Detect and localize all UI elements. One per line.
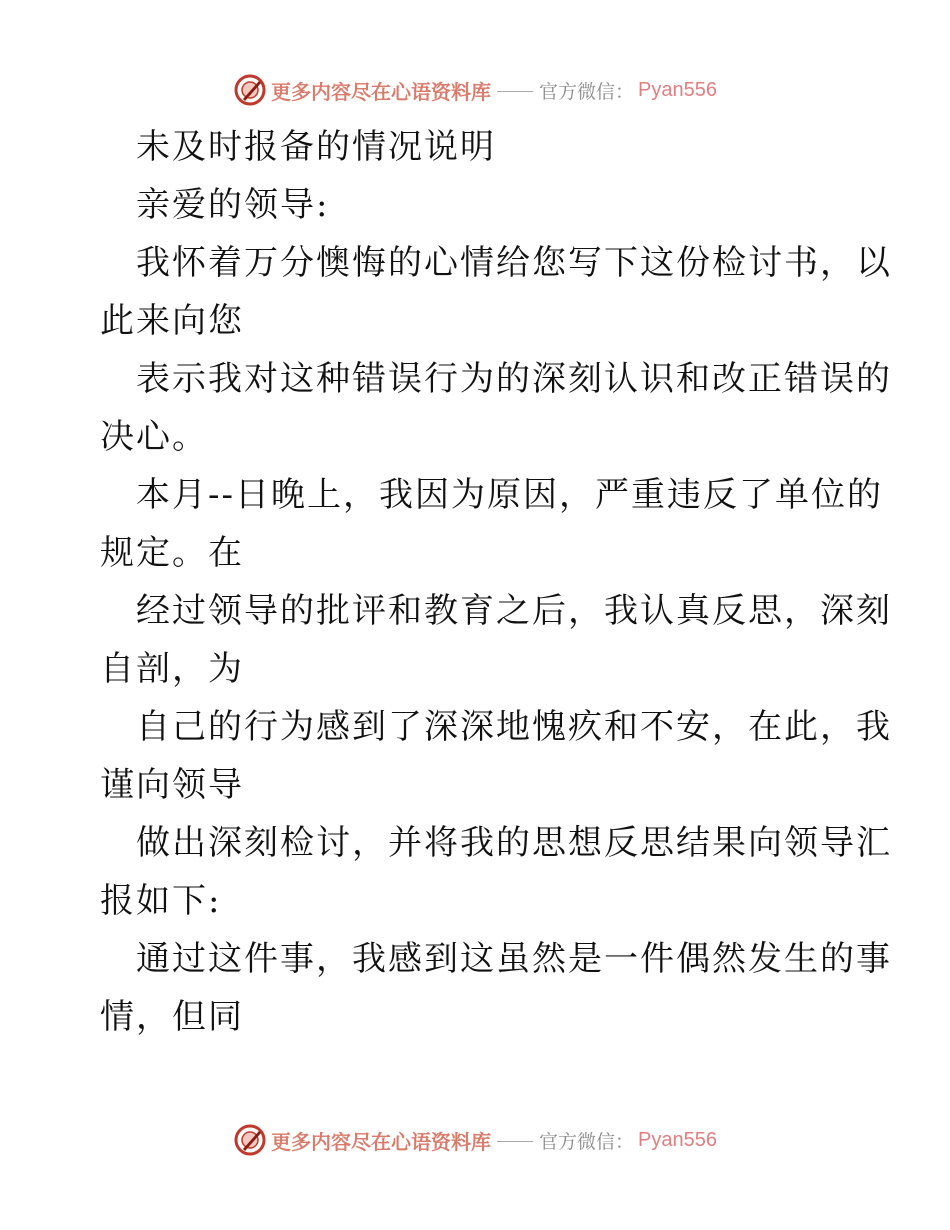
watermark-brand-text: 更多内容尽在心语资料库	[271, 1129, 491, 1154]
salutation: 亲爱的领导:	[136, 185, 330, 225]
text-line: 经过领导的批评和教育之后，我认真反思，深刻	[136, 591, 892, 631]
watermark-wechat-id: Pyan556	[638, 1128, 717, 1151]
document-title: 未及时报备的情况说明	[136, 127, 496, 167]
watermark-wechat-label: 官方微信：	[539, 1130, 635, 1153]
text-line: 报如下:	[100, 881, 222, 921]
footer-watermark	[0, 1120, 950, 1160]
text-line: 自剖，为	[100, 649, 244, 689]
text-line: 表示我对这种错误行为的深刻认识和改正错误的	[136, 359, 892, 399]
text-line: 决心。	[100, 417, 208, 457]
document-body	[100, 118, 892, 1046]
text-line: 做出深刻检讨，并将我的思想反思结果向领导汇	[136, 823, 892, 863]
header-watermark	[0, 70, 950, 110]
pen-logo-icon	[233, 73, 267, 107]
watermark-wechat-id: Pyan556	[638, 78, 717, 101]
text-line: 情，但同	[100, 997, 244, 1037]
text-line: 我怀着万分懊悔的心情给您写下这份检讨书，以	[136, 243, 892, 283]
text-line: 规定。在	[100, 533, 244, 573]
watermark-brand-text: 更多内容尽在心语资料库	[271, 79, 491, 104]
text-line: 此来向您	[100, 301, 244, 341]
watermark-dash	[497, 91, 533, 92]
text-line: 本月--日晚上，我因为原因，严重违反了单位的	[136, 475, 883, 515]
text-line: 谨向领导	[100, 765, 244, 805]
pen-logo-icon	[233, 1123, 267, 1157]
watermark-dash	[497, 1141, 533, 1142]
text-line: 通过这件事，我感到这虽然是一件偶然发生的事	[136, 939, 892, 979]
watermark-wechat-label: 官方微信：	[539, 80, 635, 103]
text-line: 自己的行为感到了深深地愧疚和不安，在此，我	[136, 707, 892, 747]
